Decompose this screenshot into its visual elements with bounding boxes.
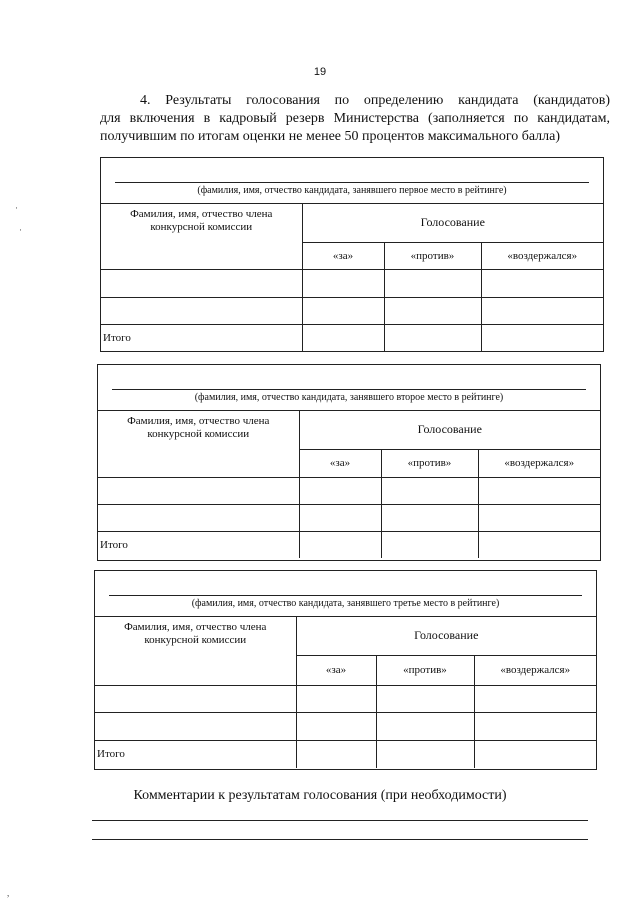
comments-title: Комментарии к результатам голосования (при необходимости) — [133, 788, 507, 803]
total-row — [95, 740, 596, 768]
total-label: Итого — [95, 740, 296, 768]
vote-for-cell[interactable] — [299, 504, 381, 531]
vote-for-cell[interactable] — [296, 685, 376, 712]
scan-artifact: · — [19, 225, 22, 235]
vote-column-header: Голосование — [296, 617, 596, 655]
member-name-cell[interactable] — [95, 712, 296, 740]
vote-abstained-cell[interactable] — [474, 712, 596, 740]
member-column-header — [95, 617, 296, 685]
total-abstained-cell[interactable] — [474, 740, 596, 768]
vote-abstained-cell[interactable] — [478, 504, 600, 531]
vote-abstained-cell[interactable] — [474, 685, 596, 712]
vote-against-header: «против» — [384, 242, 481, 269]
vote-for-header: «за» — [302, 242, 384, 269]
vote-for-header: «за» — [299, 449, 381, 477]
vote-abstained-header: «воздержался» — [481, 242, 603, 269]
candidate-name-line — [109, 595, 582, 596]
total-against-cell[interactable] — [384, 324, 481, 351]
member-header-line-2: конкурсной комиссии — [150, 221, 253, 233]
table-row — [98, 477, 600, 504]
total-abstained-cell[interactable] — [481, 324, 603, 351]
scan-artifact: · — [15, 203, 18, 213]
vote-against-cell[interactable] — [376, 685, 474, 712]
vote-for-header: «за» — [296, 655, 376, 685]
table-row — [101, 297, 603, 324]
member-name-cell[interactable] — [95, 685, 296, 712]
vote-column-header: Голосование — [302, 204, 603, 242]
member-name-cell[interactable] — [101, 269, 302, 297]
vote-abstained-cell[interactable] — [481, 297, 603, 324]
vote-abstained-header: «воздержался» — [478, 449, 600, 477]
vote-abstained-cell[interactable] — [478, 477, 600, 504]
member-header-line-2: конкурсной комиссии — [147, 428, 250, 440]
table-row — [95, 712, 596, 740]
vote-against-cell[interactable] — [384, 269, 481, 297]
voting-block-first-place — [100, 157, 604, 352]
table-row — [101, 269, 603, 297]
total-label: Итого — [101, 324, 302, 351]
total-for-cell[interactable] — [302, 324, 384, 351]
page-number: 19 — [313, 66, 327, 78]
heading-line-2: для включения в кадровый резерв Министерства (заполняется по кандидатам, — [100, 111, 610, 126]
member-column-header — [101, 204, 302, 269]
comment-line-1[interactable] — [92, 820, 588, 821]
candidate-name-line — [115, 182, 589, 183]
candidate-name-field[interactable] — [101, 158, 603, 204]
total-against-cell[interactable] — [376, 740, 474, 768]
candidate-caption: (фамилия, имя, отчество кандидата, занявшего первое место в рейтинге) — [197, 185, 507, 196]
total-abstained-cell[interactable] — [478, 531, 600, 558]
member-name-cell[interactable] — [101, 297, 302, 324]
total-for-cell[interactable] — [299, 531, 381, 558]
vote-against-cell[interactable] — [381, 477, 478, 504]
voting-block-second-place — [97, 364, 601, 561]
heading-line-1: 4. Результаты голосования по определению кандидата (кандидатов) — [140, 93, 610, 108]
table-row — [98, 504, 600, 531]
voting-table — [98, 411, 600, 558]
vote-for-cell[interactable] — [296, 712, 376, 740]
member-name-cell[interactable] — [98, 504, 299, 531]
vote-against-header: «против» — [376, 655, 474, 685]
vote-for-cell[interactable] — [302, 269, 384, 297]
candidate-name-field[interactable] — [95, 571, 596, 617]
vote-abstained-header: «воздержался» — [474, 655, 596, 685]
member-name-cell[interactable] — [98, 477, 299, 504]
comment-line-2[interactable] — [92, 839, 588, 840]
candidate-name-field[interactable] — [98, 365, 600, 411]
voting-table — [95, 617, 596, 768]
member-header-line-1: Фамилия, имя, отчество члена — [127, 415, 270, 427]
vote-against-cell[interactable] — [381, 504, 478, 531]
member-column-header — [98, 411, 299, 477]
total-row — [98, 531, 600, 558]
scan-artifact: , — [7, 888, 10, 898]
total-for-cell[interactable] — [296, 740, 376, 768]
voting-table — [101, 204, 603, 351]
total-label: Итого — [98, 531, 299, 558]
vote-abstained-cell[interactable] — [481, 269, 603, 297]
vote-against-header: «против» — [381, 449, 478, 477]
vote-for-cell[interactable] — [302, 297, 384, 324]
total-against-cell[interactable] — [381, 531, 478, 558]
vote-column-header: Голосование — [299, 411, 600, 449]
section-heading — [100, 92, 610, 146]
member-header-line-1: Фамилия, имя, отчество члена — [130, 208, 273, 220]
table-row — [95, 685, 596, 712]
voting-block-third-place — [94, 570, 597, 770]
total-row — [101, 324, 603, 351]
member-header-line-1: Фамилия, имя, отчество члена — [124, 621, 267, 633]
candidate-name-line — [112, 389, 586, 390]
vote-against-cell[interactable] — [376, 712, 474, 740]
candidate-caption: (фамилия, имя, отчество кандидата, занявшего второе место в рейтинге) — [194, 392, 504, 403]
candidate-caption: (фамилия, имя, отчество кандидата, занявшего третье место в рейтинге) — [191, 598, 500, 609]
vote-against-cell[interactable] — [384, 297, 481, 324]
member-header-line-2: конкурсной комиссии — [144, 634, 247, 646]
vote-for-cell[interactable] — [299, 477, 381, 504]
heading-line-3: получившим по итогам оценки не менее 50 процентов максимального балла) — [100, 129, 561, 144]
